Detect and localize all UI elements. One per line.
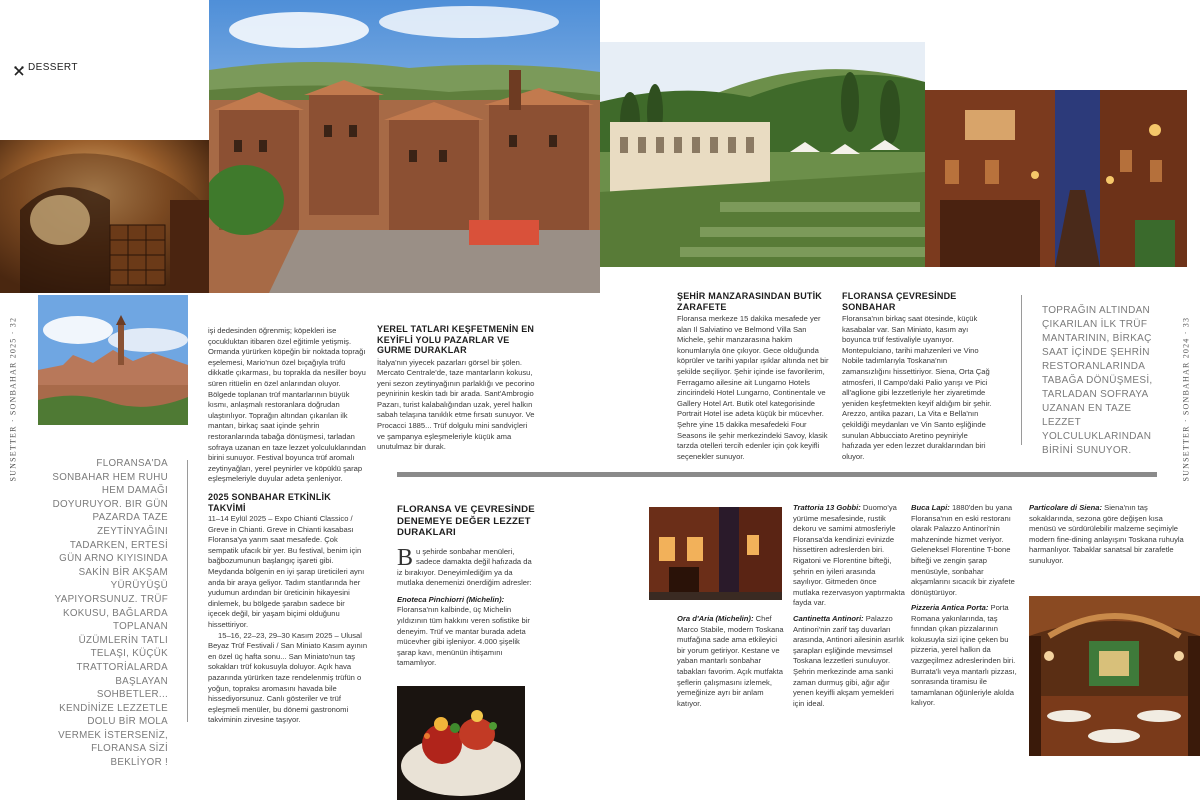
ora-daria-text: Chef Marco Stabile, modern Toskana mutfağına sade ama etkileyici bir yorum getiriyor. Kestane ve yaban mantarlı sonbahar tabakları favorim. Açık mutfakta şeflerin çalışmasını izlemek, yemeğinize ayrı bir anlam katıyor.: [677, 614, 784, 708]
buca-lapi-name: Buca Lapi:: [911, 503, 950, 512]
siena-photo: [38, 295, 188, 425]
restaurant-interior-photo: [1029, 596, 1200, 756]
markets-text: İtalya'nın yiyecek pazarları görsel bir şölen. Mercato Centrale'de, taze mantarların kokusu, yeni sezon zeytinyağının parlaklığı ve pecorino peynirinin keskin tadı bir arada. Sant'Ambrogio Pazarı, turist kalabalığından uzak, yerel halkın sabah telaşına tanıklık etme fırsatı sunuyor. Ve Procacci 1885... Trüf dolgulu mini sandviçleri ve şampanya eşleşmeleriyle küçük ama unutulmaz bir durak.: [377, 357, 535, 452]
boutique-block: [677, 291, 832, 462]
enoteca-text: Floransa'nın kalbinde, üç Michelin yıldızının tüm hakkını veren sofistike bir deneyim. Trüf ve mantar burada adeta mücevher gibi işleniyor. 4.000 şişelik şarap kavı, menünün ihtişamını tamamlıyor.: [397, 605, 530, 668]
boutique-text: Floransa merkeze 15 dakika mesafede yer alan Il Salviatino ve Belmond Villa San Michele, şehir manzarasına hakim konumlarıyla öne çıkıyor. Gece olduğunda köprüler ve tarihi yapılar ışıklar altında net bir şekilde seçiliyor. Şehir içinde ise favorilerim, Ferragamo ailesine ait Lungarno Hotels zincirindeki Hotel Lungarno, Continentale ve Gallery Hotel Art. Butik otel kategorisinde Portrait Hotel ise adeta küçük bir mücevher. Şehre yine 15 dakika mesafedeki Four Seasons ile şehir merkezindeki Savoy, klasik tarzda otelleri tercih edenler için çok keyifli seçenekler sunuyor.: [677, 314, 829, 461]
dining-heading: FLORANSA VE ÇEVRESİNDE DENEMEYE DEĞER LEZZET DURAKLARI: [397, 504, 535, 538]
restaurant-exterior-photo: [649, 507, 782, 600]
buca-lapi-text: 1880'den bu yana Floransa'nın en eski restoranı olarak Palazzo Antinori'nin mahzeninde hizmet veriyor. Geleneksel Florentine T-bone bifteği ve zengin şarap menüsüyle, sonbahar akşamlarını sıcacık bir ziyafete dönüştürüyor.: [911, 503, 1015, 597]
truffle-story-text: işi dedesinden öğrenmiş; köpekleri ise çocukluktan itibaren özel eğitimle yetişmiş. Ormanda yürürken köpeğin bir noktada toprağı eşelemesi, Mario'nun özel bıçağıyla trüfü dikkatle çıkarması, bu toprakla da nesiller boyu süren ritüelin en özel anlarından oluyor. Bölgede toplanan trüf mantarlarının büyük kısmı, anlaşmalı restoranlara doğrudan ulaştırılıyor. Toprağın altından çıkarılan ilk mantarı, birkaç saat içinde şehrin restoranlarında tabağa dönüşmesi, tarladan sofraya uzanan en taze lezzet yolculuklarından birini sunuyor. Festival boyunca trüf aromalı zeytinyağları, yerel peynirler ve köpüklü şarap eşleşmeleriyle duyular adeta şenleniyor.: [208, 326, 366, 484]
markets-heading: YEREL TATLARI KEŞFETMENİN EN KEYİFLİ YOLU PAZARLAR VE GURME DURAKLAR: [377, 324, 535, 355]
dining-block: [397, 504, 537, 669]
right-folio: SUNSETTER · SONBAHAR 2024 · 33: [1181, 316, 1191, 482]
ora-daria-entry: [677, 614, 785, 709]
dining-intro: [397, 544, 537, 589]
events-paragraph-2: 15–16, 22–23, 29–30 Kasım 2025 – Ulusal Beyaz Trüf Festivali / San Miniato Kasım ayının en özel üç hafta sonu... San Miniato'nun taş sokakları trüf kokusuyla doluyor. Açık hava pazarında yürürken taze rendelenmiş trüfün o yoğun, topraksı aromasını havada bile hissediyorsunuz. Canlı gösteriler ve trüf eşleşmeli menüler, bu dönemi gastronomi takviminin zirvesine taşıyor.: [208, 630, 368, 725]
cantinetta-entry: [793, 614, 905, 709]
wine-cellar-photo: [0, 140, 209, 293]
pizzeria-entry: [911, 603, 1023, 709]
cantinetta-text: Palazzo Antinori'nin zarif taş duvarları arasında, Antinori ailesinin asırlık şarapları eşliğinde mevsimsel Toskana lezzetleri sunuluyor. Şehrin merkezinde ama sanki zaman durmuş gibi, ağır ağır yenen keyifli akşam yemekleri için ideal.: [793, 614, 905, 708]
pull-quote-right-rule: [1021, 295, 1022, 445]
dining-dropcap: B: [397, 544, 414, 571]
ora-daria-name: Ora d'Aria (Michelin):: [677, 614, 754, 623]
tartare-dish-photo: [397, 686, 525, 800]
pull-quote-right: TOPRAĞIN ALTINDAN ÇIKARILAN İLK TRÜF MANTARININ, BİRKAÇ SAAT İÇİNDE ŞEHRİN RESTORANLARINDA TABAĞA DÖNÜŞMESİ, TARLADAN SOFRAYA UZANAN EN TAZE LEZZET YOLCULUKLARINDAN BİRİNİ SUNUYOR.: [1042, 305, 1153, 456]
gobbi-name: Trattoria 13 Gobbi:: [793, 503, 861, 512]
particolare-name: Particolare di Siena:: [1029, 503, 1103, 512]
events-heading: 2025 SONBAHAR ETKİNLİK TAKVİMİ: [208, 492, 331, 513]
cantinetta-name: Cantinetta Antinori:: [793, 614, 864, 623]
pizzeria-name: Pizzeria Antica Porta:: [911, 603, 989, 612]
buca-lapi-entry: [911, 503, 1023, 598]
truffle-story-column: [208, 326, 368, 485]
markets-block: [377, 324, 535, 453]
events-paragraph-1: 11–14 Eylül 2025 – Expo Chianti Classico / Greve in Chianti. Greve in Chianti kasabası Floransa'ya yarım saat mesafede. Çok sempatik ufacık bir yer. Bu festival, benim için bağbozumunun başlangıç işareti gibi. Meydanda bölgenin en iyi şarap üreticileri aynı anda bir araya geliyor. Tadım stantlarında her yudumun ardından bir üreticinin hikayesini dinlemek, bu bölgede şarabın sadece bir içecek değil, bir yaşam biçimi olduğunu hissettiriyor.: [208, 514, 365, 629]
left-folio: SUNSETTER · SONBAHAR 2025 · 32: [8, 316, 18, 482]
enoteca-entry: [397, 595, 537, 669]
gobbi-text: Duomo'ya yürüme mesafesinde, rustik dekoru ve samimi atmosferiyle Floransa'da kendinizi evinizde hissettiren adreslerden biri. Rigatoni ve Florentine bifteği, şehrin en iyileri arasında sayılıyor. Gitmeden önce mutlaka rezervasyon yaptırmakta fayda var.: [793, 503, 905, 608]
gobbi-entry: [793, 503, 905, 609]
montepulciano-town-photo: [209, 0, 600, 293]
surroundings-text: Floransa'nın birkaç saat ötesinde, küçük kasabalar var. San Miniato, kasım ayı boyunca trüf festivaliyle uyanıyor. Montepulciano, tarihi mahzenleri ve Vino Nobile tadımlarıyla Toskana'nın zamansızlığını hissettiriyor. Siena, Orta Çağ atmosferi, Il Campo'daki Palio yarışı ve Pici all'aglione gibi lezzetleriyle her ziyaretimde yeniden keşfetmekten keyif aldığım bir şehir. Arezzo, antika pazarı, La Vita e Bella'nın çekildiği meydanları ve Vin Santo eşliğinde sunulan Abbucciato Aretino peyniriyle hafızada yer eden lezzet duraklarından biri oluyor.: [842, 314, 992, 461]
section-label: DESSERT: [14, 62, 78, 73]
fork-knife-icon: [14, 63, 24, 73]
particolare-entry: [1029, 503, 1189, 567]
night-street-photo: [925, 90, 1187, 267]
dining-intro-text: u şehirde sonbahar menüleri, sadece damakta değil hafızada da iz bırakıyor. Deneyimlediğim ya da mutlaka denemenizi önerdiğim adresler:: [397, 546, 532, 588]
boutique-heading: ŞEHİR MANZARASINDAN BUTİK ZARAFETE: [677, 291, 822, 312]
pull-quote-left: FLORANSA'DA SONBAHAR HEM RUHU HEM DAMAĞI DOYURUYOR. BIR GÜN PAZARDA TAZE ZEYTİNYAĞINI TADARKEN, ERTESİ GÜN ARNO KIYISINDA SAKİN BİR AKŞAM YÜRÜYÜŞÜ YAPIYORSUNUZ. TRÜF KOKUSU, BAĞLARDA TOPLANAN ÜZÜMLERİN TATLI TELAŞI, KÜÇÜK TRATTORİALARDA BAŞLAYAN SOHBETLER... KENDİNİZE LEZZETLE DOLU BİR MOLA VERMEK İSTERSENİZ, FLORANSA SİZİ BEKLİYOR !: [52, 458, 168, 769]
surroundings-heading: FLORANSA ÇEVRESİNDE SONBAHAR: [842, 291, 957, 312]
surroundings-block: [842, 291, 998, 462]
events-block: [208, 492, 368, 726]
pull-quote-left-rule: [187, 460, 188, 722]
section-divider-bar: [397, 472, 1157, 477]
pizzeria-text: Porta Romana yakınlarında, taş fırından çıkan pizzalarının kokusuyla sizi içine çeken bu pizzeria, yerel halkın da vazgeçilmez adreslerinden biri. Burrata'lı veya mantarlı pizzası, sonrasında tiramisu ile tamamlanan öğünleriyle akılda kalıyor.: [911, 603, 1017, 708]
particolare-text: Siena'nın taş sokaklarında, sezona göre değişen kısa menüsü ve sürdürülebilir malzeme seçimiyle modern fine-dining anlayışını Toskana ruhuyla harmanlıyor. Tabaklar sanatsal bir zarafetle sunuluyor.: [1029, 503, 1184, 565]
enoteca-name: Enoteca Pinchiorri (Michelin):: [397, 594, 505, 604]
villa-terraces-photo: [600, 42, 925, 267]
